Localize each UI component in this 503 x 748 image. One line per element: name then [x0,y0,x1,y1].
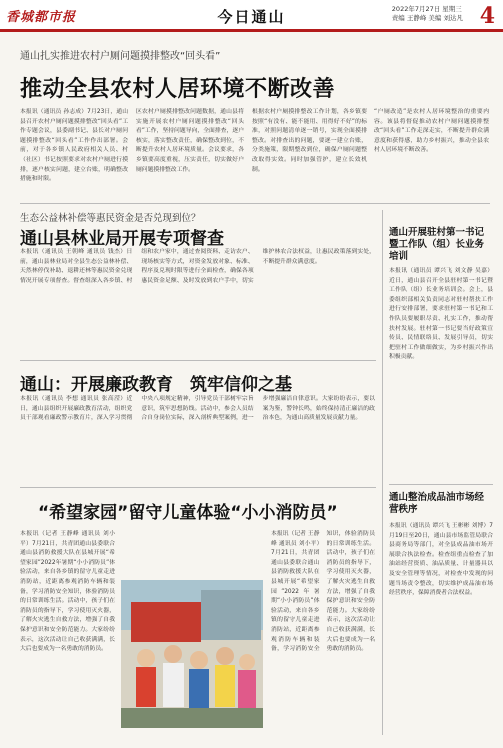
newspaper-logo: 香城都市报 [6,10,77,25]
lead-column-3: 根据农村户厕摸排整改工作计划，各乡镇要按照“有没有、能不能用、用得好不好”的标准，对照问题清单逐一销号，实现全面摸排整改。对排查出的问题，要逐一建立台账，分类施策，限期整改到位，确保户厕问题整改取得实效。同时加强管护，建立长效机制。 [252,109,367,173]
section-divider [20,360,376,361]
sidebar-headline-1: 通山开展驻村第一书记暨工作队（组）长业务培训 [389,227,485,262]
section-title: 今日通山 [217,8,286,26]
header-rule [0,29,503,32]
article3-body: 本报讯（通讯员 李想 通讯员 张高滢）近日，通山县组织开展廉政教育活动，组织党员干部观看廉政警示教育片，深入学习贯彻中央八项规定精神，引导党员干部树牢宗旨意识，筑牢思想防线。活动中，参会人员结合自身岗位实际，深入剖析典型案例，进一步增强廉洁自律意识。大家纷纷表示，要以案为鉴，警钟长鸣，始终保持清正廉洁的政治本色，为通山高质量发展贡献力量。 [20,396,375,422]
lead-kicker: 通山扎实推进农村户厕问题摸排整改“回头看” [20,51,221,62]
article2-headline: 通山县林业局开展专项督查 [20,229,224,249]
section-divider [389,484,493,485]
article2-body: 本报讯（通讯员 王朝峰 通讯员 钱杰）日前，通山县林业局对全县生态公益林补偿、天然林停伐补助、退耕还林等惠民资金兑现情况开展专项督查。督查组深入各乡镇、村组和农户家中，通过查阅资料、走访农户、现场核实等方式，对资金发放对象、标准、程序及兑现时限等进行全面检查，确保各项惠民资金足额、及时发放到农户手中，切实维护林农合法权益，让惠民政策落到实处，不断提升群众满意度。 [20,249,375,284]
page-number: 4 [479,3,495,29]
children-firefighter-photo [121,580,263,728]
article4-headline: “希望家园”留守儿童体验“小小消防员” [38,503,338,523]
dateline [392,5,463,23]
sidebar-body-2: 本报讯（通讯员 谭兴飞 王彬彬 刘博）7月19日至20日，通山县市场监管局联合县商务局等部门，对全县成品油市场开展联合执法检查。检查组重点检查了加油站经营资质、油品质量、计量器具以及安全管理等情况，对检查中发现的问题当场责令整改，切实维护成品油市场经营秩序，保障消费者合法权益。 [389,523,493,597]
lead-column-4: “户厕改造”是农村人居环境整治的重要内容。该县将督促推动农村户厕问题摸排整改“回头看”工作走深走实，不断提升群众满意度和获得感，助力乡村振兴，推动全县农村人居环境不断改善。 [374,109,489,154]
lead-column-1: 本报讯（通讯员 孙志成）7月23日，通山县召开农村户厕问题摸排整改“回头看”工作专题会议，县委副书记、县长对户厕问题摸排整改“回头看”工作作出部署。会前，对于各乡镇人民政府相关人员、村（社区）书记按照要求对农村户厕进行摸排，逐户核实问题，建立台账，明确整改措施和时限。 [20,109,128,183]
issue-date: 2022年7月27日 星期三 [391,5,462,13]
photo-illustration [121,580,263,728]
sidebar-headline-2: 通山整治成品油市场经营秩序 [389,492,485,515]
section-divider [20,487,376,488]
article4-body-continued: 本报讯（记者 王静峰 通讯员 刘小平）7月21日，共青团通山县委联合通山县消防救援大队在县城开展“希望家园”2022年暑期“小小消防员”体验活动，来自各乡镇的留守儿童走进消防站，近距离参观消防车辆和装备，学习消防安全知识，体验消防员的日常训练生活。活动中，孩子们在消防员的指导下，学习使用灭火器，了解火灾逃生自救方法，增强了自我保护意识和安全防范能力。大家纷纷表示，这次活动让自己收获满满，长大后也要成为一名勇敢的消防员。 [271,531,375,653]
sidebar-body-1: 本报讯（通讯员 谭兴飞 刘文静 吴嘉） 近日，通山县召开全县驻村第一书记暨工作队（组）长业务培训会。会上，县委组织部相关负责同志对驻村帮扶工作进行安排部署，要求驻村第一书记和工作队员要履职尽责、扎实工作，推动帮扶村发展。驻村第一书记要当好政策宣传员、民情联络员、发展引导员，切实把驻村工作做细做实，为乡村振兴作出积极贡献。 [389,268,493,361]
masthead [0,0,503,30]
sidebar-divider [382,210,383,735]
editor-credits: 责编 王静峰 美编 刘达凡 [391,14,463,22]
section-divider [20,203,490,204]
lead-column-2: 区农村户厕摸排整改问题数据，通山县将实施开展农村户厕问题摸排整改“回头看”工作，坚持问题导向，全面排查，逐户核实，落实整改责任，确保整改到位，不断提升农村人居环境质量。会议要求，各乡镇要高度重视，压实责任，切实做好户厕问题摸排整改工作。 [136,109,244,173]
article3-headline: 通山：开展廉政教育 筑牢信仰之基 [20,375,292,395]
lead-headline: 推动全县农村人居环境不断改善 [20,77,336,102]
article4-body: 本报讯（记者 王静峰 通讯员 刘小平）7月21日，共青团通山县委联合通山县消防救援大队在县城开展“希望家园”2022年暑期“小小消防员”体验活动，来自各乡镇的留守儿童走进消防站，近距离参观消防车辆和装备，学习消防安全知识，体验消防员的日常训练生活。活动中，孩子们在消防员的指导下，学习使用灭火器，了解火灾逃生自救方法，增强了自我保护意识和安全防范能力。大家纷纷表示，这次活动让自己收获满满，长大后也要成为一名勇敢的消防员。 [20,531,115,653]
article2-kicker: 生态公益林补偿等惠民资金是否兑现到位？ [20,213,201,224]
